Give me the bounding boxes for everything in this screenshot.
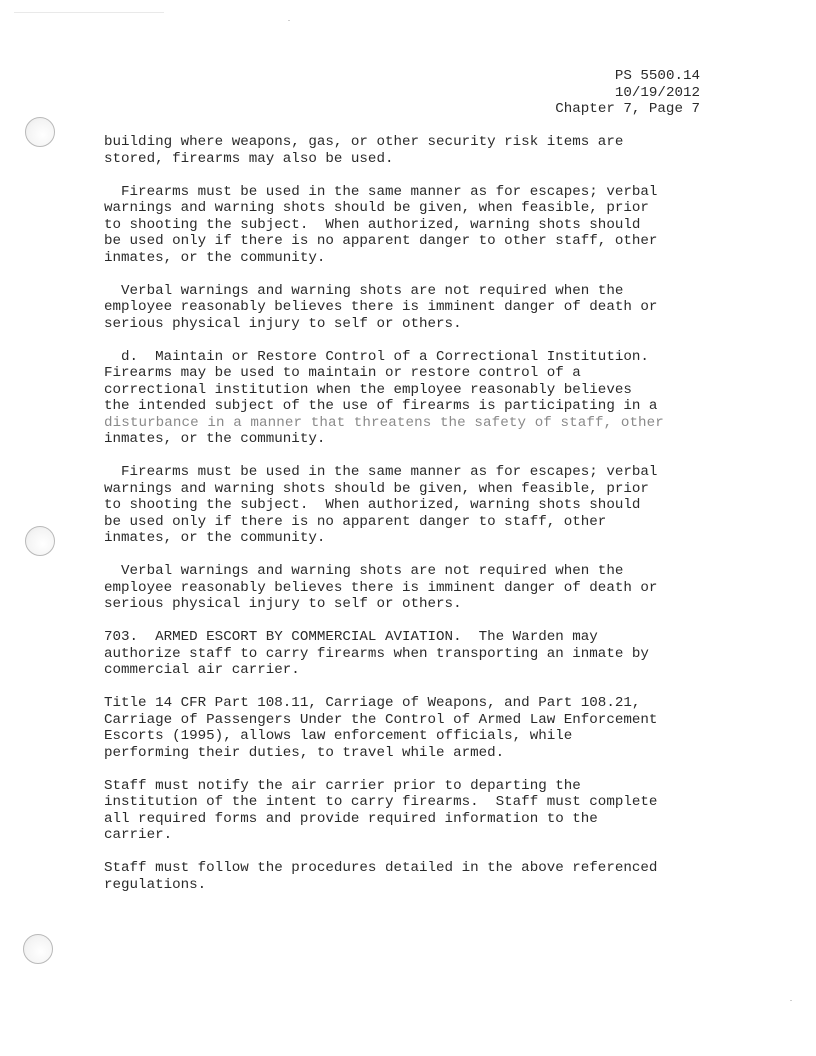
paragraph-verbal-warnings xyxy=(104,283,704,333)
text-line: Escorts (1995), allows law enforcement officials, while xyxy=(104,728,573,744)
page-header xyxy=(555,68,700,118)
text-line: authorize staff to carry firearms when transporting an inmate by xyxy=(104,645,649,662)
text-line: Staff must follow the procedures detailed in the above referenced xyxy=(104,860,658,876)
text-line: warnings and warning shots should be given, when feasible, prior xyxy=(104,200,649,216)
text-line: Staff must notify the air carrier prior to departing the xyxy=(104,777,581,794)
document-body xyxy=(104,134,704,910)
text-line: inmates, or the community. xyxy=(104,431,326,447)
text-line: building where weapons, gas, or other security risk items are xyxy=(104,134,624,150)
text-line: commercial air carrier. xyxy=(104,662,300,678)
text-line: performing their duties, to travel while armed. xyxy=(104,744,505,761)
text-line: stored, firearms may also be used. xyxy=(104,150,394,167)
text-line: be used only if there is no apparent danger to staff, other xyxy=(104,513,607,530)
scan-artifact-line xyxy=(14,12,164,13)
text-line: Verbal warnings and warning shots are not required when the xyxy=(104,282,624,299)
section-heading-703: 703. ARMED ESCORT BY COMMERCIAL AVIATION. The Warden may xyxy=(104,629,598,645)
punch-hole-top xyxy=(25,117,55,147)
section-heading-d: d. Maintain or Restore Control of a Correctional Institution. xyxy=(104,348,649,365)
text-line: to shooting the subject. When authorized, warning shots should xyxy=(104,216,641,233)
text-line: employee reasonably believes there is imminent danger of death or xyxy=(104,299,658,315)
paragraph-escape-manner-2 xyxy=(104,464,704,547)
paragraph-procedures xyxy=(104,860,704,893)
text-line: inmates, or the community. xyxy=(104,249,326,266)
scan-speck xyxy=(790,1000,792,1001)
text-line: regulations. xyxy=(104,876,207,893)
text-line: Firearms may be used to maintain or restore control of a xyxy=(104,365,581,381)
policy-date: 10/19/2012 xyxy=(614,84,700,101)
paragraph-verbal-warnings-2 xyxy=(104,563,704,613)
scan-speck xyxy=(288,20,290,21)
paragraph-section-703 xyxy=(104,629,704,679)
text-line: Firearms must be used in the same manner as for escapes; verbal xyxy=(104,464,658,480)
text-line: Carriage of Passengers Under the Control of Armed Law Enforcement xyxy=(104,711,658,728)
text-line: Firearms must be used in the same manner as for escapes; verbal xyxy=(104,183,658,200)
punch-hole-middle xyxy=(25,526,55,556)
text-line: be used only if there is no apparent danger to other staff, other xyxy=(104,233,658,249)
policy-number: PS 5500.14 xyxy=(614,68,700,84)
text-line: Title 14 CFR Part 108.11, Carriage of Weapons, and Part 108.21, xyxy=(104,695,641,711)
paragraph-notify-carrier xyxy=(104,778,704,844)
paragraph-continuation xyxy=(104,134,704,167)
text-line: all required forms and provide required information to the xyxy=(104,810,598,827)
paragraph-section-d xyxy=(104,349,704,448)
text-line-faded: disturbance in a manner that threatens the safety of staff, other xyxy=(104,414,664,431)
text-line: the intended subject of the use of firearms is participating in a xyxy=(104,398,658,414)
text-line: Verbal warnings and warning shots are not required when the xyxy=(104,563,624,579)
chapter-page: Chapter 7, Page 7 xyxy=(555,101,700,117)
punch-hole-bottom xyxy=(23,934,53,964)
text-line: to shooting the subject. When authorized, warning shots should xyxy=(104,497,641,513)
text-line: carrier. xyxy=(104,827,173,843)
text-line: serious physical injury to self or others. xyxy=(104,596,462,612)
paragraph-cfr-title xyxy=(104,695,704,761)
text-line: warnings and warning shots should be given, when feasible, prior xyxy=(104,480,649,497)
paragraph-escape-manner xyxy=(104,184,704,267)
text-line: inmates, or the community. xyxy=(104,530,326,546)
text-line: correctional institution when the employee reasonably believes xyxy=(104,381,632,398)
text-line: institution of the intent to carry firearms. Staff must complete xyxy=(104,794,658,810)
text-line: serious physical injury to self or others. xyxy=(104,315,462,332)
text-line: employee reasonably believes there is imminent danger of death or xyxy=(104,579,658,596)
